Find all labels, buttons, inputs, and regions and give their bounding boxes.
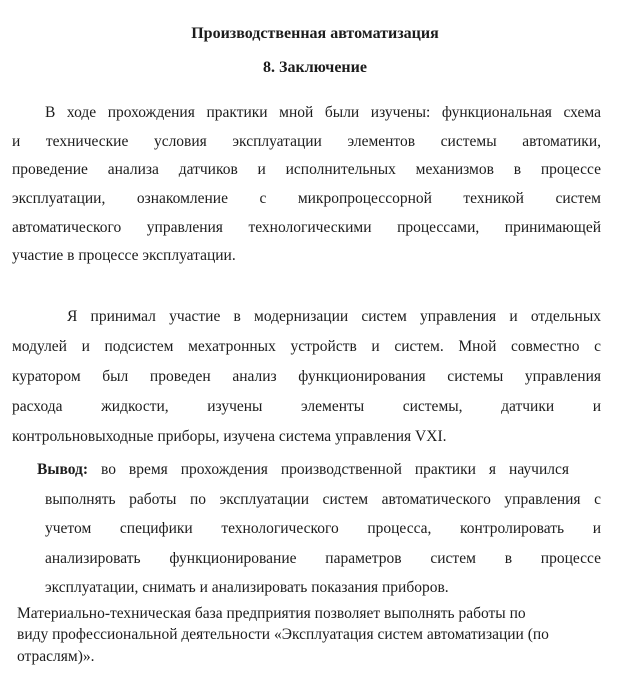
text-line: Я принимал участие в модернизации систем управления и отдельных — [67, 308, 601, 326]
text-line: проведение анализа датчиков и исполнительных механизмов в процессе — [12, 161, 601, 179]
text-line: учетом специфики технологического процесса, контролировать и — [45, 520, 601, 538]
text-line: куратором был проведен анализ функционирования системы управления — [12, 368, 601, 386]
text-line: анализировать функционирование параметров систем в процессе — [45, 549, 601, 567]
text-line: контрольновыходные приборы, изучена система управления VXI. — [12, 428, 447, 446]
text-line: эксплуатации, ознакомление с микропроцессорной техникой систем — [12, 190, 601, 208]
text-line: участие в процессе эксплуатации. — [12, 247, 236, 265]
bold-lead: Вывод: — [37, 461, 89, 479]
paragraph-conclusion — [12, 455, 601, 603]
text-line: модулей и подсистем мехатронных устройств и систем. Мной совместно с — [12, 338, 601, 356]
section-heading: 8. Заключение — [263, 59, 367, 76]
paragraph-participation — [12, 302, 601, 452]
text-line: Вывод: во время прохождения производственной практики я научился — [37, 461, 569, 479]
text-line: и технические условия эксплуатации элементов системы автоматики, — [12, 132, 601, 150]
document-title: Производственная автоматизация — [191, 25, 439, 42]
text-line: автоматического управления технологическими процессами, принимающей — [12, 218, 601, 236]
text-line: В ходе прохождения практики мной были изучены: функциональная схема — [45, 104, 601, 121]
paragraph-internship-overview — [12, 99, 601, 271]
text-line: выполнять работы по эксплуатации систем автоматического управления с — [45, 490, 601, 508]
paragraph-material-base — [17, 603, 615, 668]
text-line: виду профессиональной деятельности «Эксплуатация систем автоматизации (по — [17, 626, 549, 644]
text-line: Материально-техническая база предприятия позволяет выполнять работы по — [17, 604, 526, 622]
document-body — [0, 99, 630, 667]
text-line: расхода жидкости, изучены элементы системы, датчики и — [12, 398, 601, 416]
text-line: отраслям)». — [17, 647, 95, 665]
text-line: эксплуатации, снимать и анализировать показания приборов. — [45, 579, 449, 597]
